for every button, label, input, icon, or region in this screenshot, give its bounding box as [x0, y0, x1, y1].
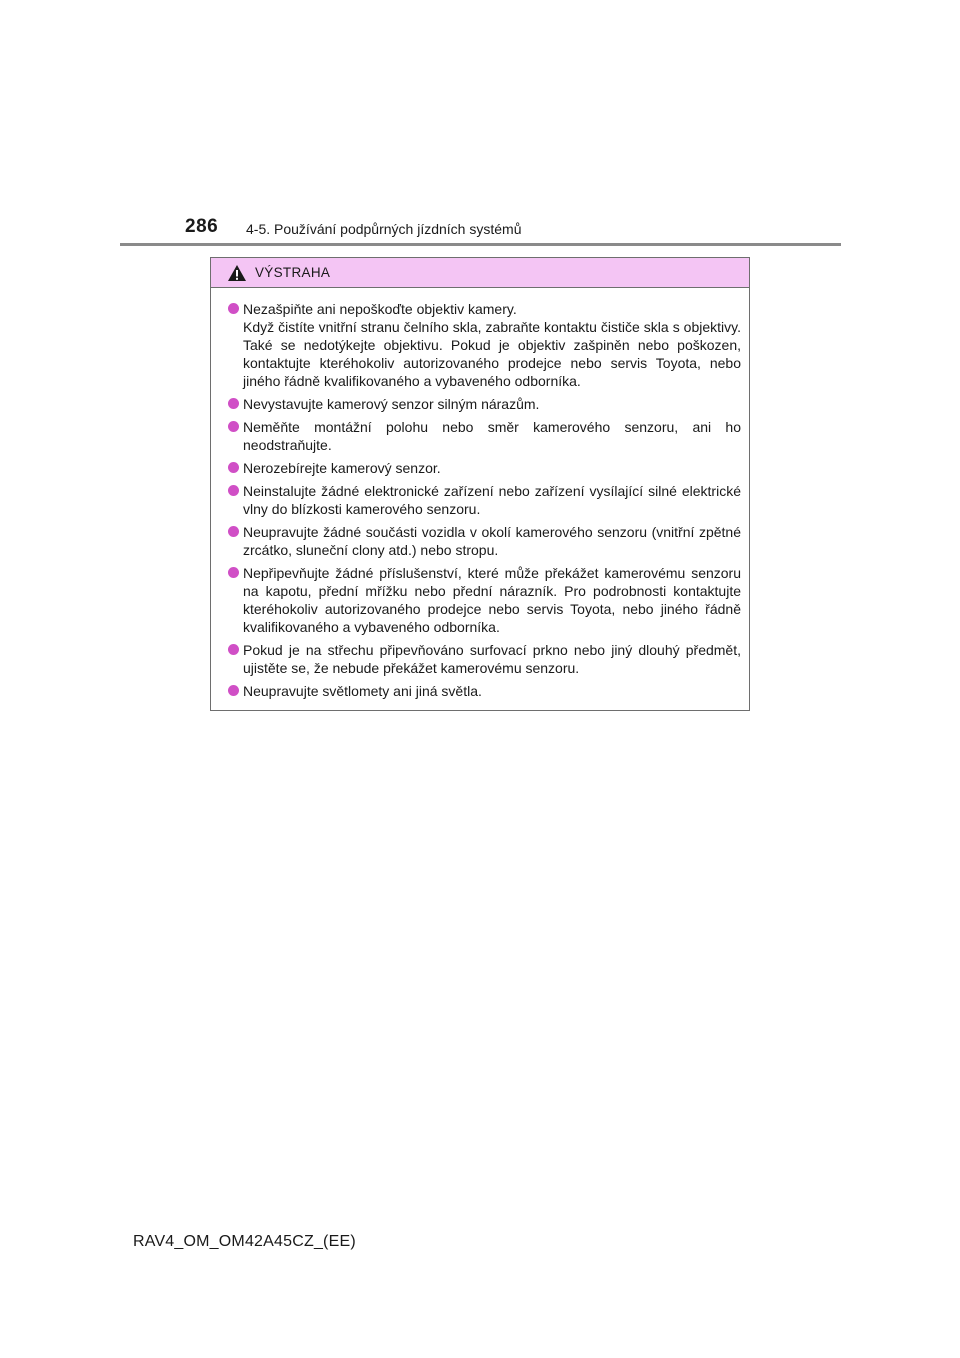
warning-header — [211, 258, 749, 288]
bullet-icon — [228, 644, 239, 655]
bullet-icon — [228, 398, 239, 409]
warning-item-text: Nerozebírejte kamerový senzor. — [243, 460, 441, 476]
bullet-icon — [228, 303, 239, 314]
warning-box — [210, 257, 750, 711]
warning-item-text: Neinstalujte žádné elektronické zařízení nebo zařízení vysílající silné elektrické vlny do blízkosti kamerového senzoru. — [243, 483, 741, 517]
bullet-icon — [228, 526, 239, 537]
warning-list-item — [228, 300, 741, 390]
warning-item-text: Neměňte montážní polohu nebo směr kamerového senzoru, ani ho neodstraňujte. — [243, 419, 741, 453]
warning-item-text: Když čistíte vnitřní stranu čelního skla, zabraňte kontaktu čističe skla s objektivy. Také se nedotýkejte objektivu. Pokud je objektiv zašpiněn nebo poškozen, kontaktujte kteréhokoliv autorizovaného prodejce nebo servis Toyota, nebo jiného řádně kvalifikovaného a vybaveného odborníka. — [243, 319, 741, 389]
warning-item-text: Pokud je na střechu připevňováno surfovací prkno nebo jiný dlouhý předmět, ujistěte se, že nebude překážet kamerovému senzoru. — [243, 642, 741, 676]
page-number: 286 — [185, 216, 219, 237]
warning-list-item — [228, 641, 741, 677]
warning-title: VÝSTRAHA — [255, 265, 331, 280]
bullet-icon — [228, 462, 239, 473]
bullet-icon — [228, 485, 239, 496]
warning-list-item — [228, 459, 741, 477]
warning-triangle-icon — [227, 264, 247, 282]
warning-list-item — [228, 482, 741, 518]
warning-item-text: Nepřipevňujte žádné příslušenství, které může překážet kamerovému senzoru na kapotu, přední mřížku nebo přední nárazník. Pro podrobnosti kontaktujte kteréhokoliv autorizovaného prodejce nebo servis Toyota, nebo jiného řádně kvalifikovaného a vybaveného odborníka. — [243, 565, 741, 635]
section-title: 4-5. Používání podpůrných jízdních systémů — [246, 221, 522, 237]
bullet-icon — [228, 421, 239, 432]
header-divider — [120, 243, 841, 246]
warning-item-text: Nevystavujte kamerový senzor silným nárazům. — [243, 396, 540, 412]
warning-list-item — [228, 395, 741, 413]
warning-list-item — [228, 564, 741, 636]
warning-list-item — [228, 418, 741, 454]
warning-item-text: Nezašpiňte ani nepoškoďte objektiv kamery. — [243, 301, 517, 317]
warning-item-text: Neupravujte světlomety ani jiná světla. — [243, 683, 482, 699]
warning-list-item — [228, 682, 741, 700]
warning-item-text: Neupravujte žádné součásti vozidla v okolí kamerového senzoru (vnitřní zpětné zrcátko, sluneční clony atd.) nebo stropu. — [243, 524, 741, 558]
warning-list-item — [228, 523, 741, 559]
bullet-icon — [228, 567, 239, 578]
bullet-icon — [228, 685, 239, 696]
document-code: RAV4_OM_OM42A45CZ_(EE) — [133, 1233, 356, 1250]
warning-list — [211, 288, 749, 700]
